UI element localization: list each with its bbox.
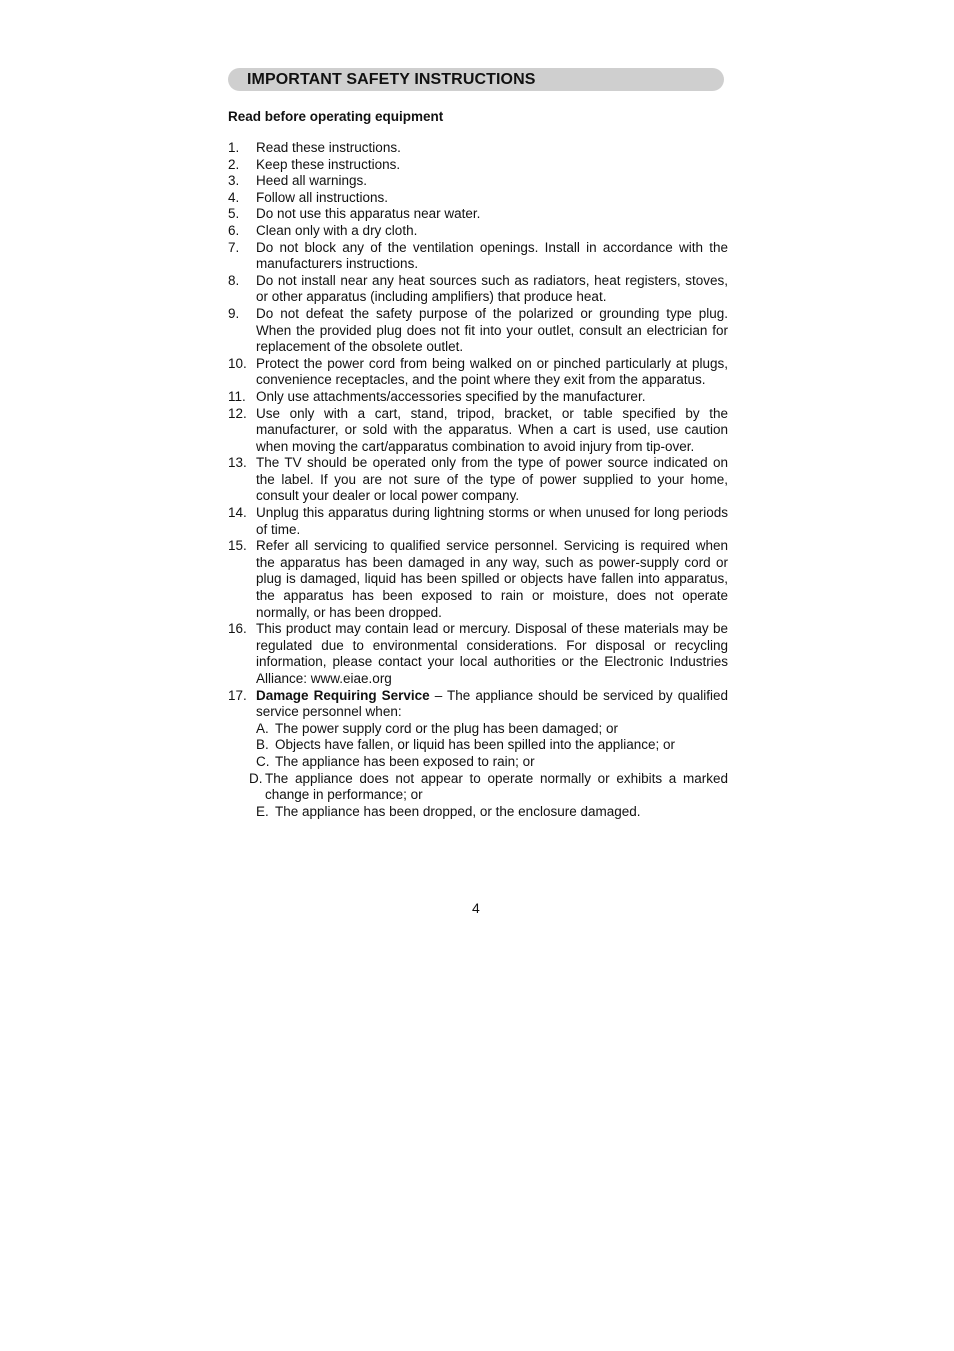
list-item [228, 223, 728, 240]
list-item [228, 157, 728, 174]
item-bold-heading: Damage Requiring Service [256, 687, 430, 703]
item-text: Do not defeat the safety purpose of the polarized or grounding type plug. When the provided plug does not fit into your outlet, consult an electrician for replacement of the obsolete outlet. [256, 305, 728, 355]
sub-item-letter: E. [256, 803, 269, 819]
item-text: Use only with a cart, stand, tripod, bracket, or table specified by the manufacturer, or sold with the apparatus. When a cart is used, use caution when moving the cart/apparatus combination to avoid injury from tip-over. [256, 405, 728, 454]
list-item [228, 206, 728, 223]
sub-item-letter: A. [256, 720, 269, 736]
list-item [228, 505, 728, 538]
item-number: 7. [228, 239, 240, 255]
item-text: Keep these instructions. [256, 156, 401, 172]
item-number: 12. [228, 405, 247, 421]
item-number: 14. [228, 505, 247, 521]
list-item [228, 173, 728, 190]
item-text: The TV should be operated only from the type of power source indicated on the label. If you are not sure of the type of power supplied to your home, consult your dealer or local power company. [256, 455, 728, 504]
item-text: Read these instructions. [256, 140, 401, 155]
item-number: 8. [228, 272, 240, 288]
sub-item-letter: D. [249, 770, 263, 786]
item-text [256, 688, 728, 721]
item-number: 5. [228, 206, 240, 222]
list-item [228, 306, 728, 356]
item-number: 16. [228, 621, 247, 637]
sub-item-text: The power supply cord or the plug has been damaged; or [275, 720, 618, 736]
item-number: 17. [228, 687, 247, 703]
item-text: Clean only with a dry cloth. [256, 222, 418, 238]
section-header-bar [228, 68, 724, 91]
item-number: 2. [228, 156, 240, 172]
section-title: IMPORTANT SAFETY INSTRUCTIONS [247, 71, 536, 88]
sub-list-item [228, 721, 728, 738]
sub-item-text: Objects have fallen, or liquid has been spilled into the appliance; or [275, 737, 676, 753]
item-number: 15. [228, 538, 247, 554]
item-text: Heed all warnings. [256, 173, 368, 189]
list-item [228, 538, 728, 621]
sub-item-letter: C. [256, 753, 270, 769]
page-number: 4 [472, 900, 480, 916]
item-number: 3. [228, 173, 240, 189]
item-number: 1. [228, 140, 240, 155]
list-item [228, 240, 728, 273]
item-number: 13. [228, 455, 247, 471]
list-item [228, 389, 728, 406]
list-item [228, 621, 728, 687]
item-number: 11. [228, 388, 246, 404]
sub-item-text: The appliance has been dropped, or the enclosure damaged. [275, 803, 641, 819]
sub-list-item [228, 804, 728, 821]
list-item [228, 406, 728, 456]
list-item [228, 688, 728, 721]
list-item [228, 273, 728, 306]
subtitle: Read before operating equipment [228, 109, 444, 124]
sub-item-text: The appliance does not appear to operate normally or exhibits a marked change in performance; or [265, 770, 728, 803]
item-text: Protect the power cord from being walked on or pinched particularly at plugs, convenience receptacles, and the point where they exit from the apparatus. [256, 355, 728, 388]
sub-list-item [228, 754, 728, 771]
sub-list-item [228, 771, 728, 804]
item-text: Do not install near any heat sources such as radiators, heat registers, stoves, or other apparatus (including amplifiers) that produce heat. [256, 272, 728, 305]
item-text: Do not block any of the ventilation openings. Install in accordance with the manufacturers instructions. [256, 239, 728, 272]
item-number: 4. [228, 189, 240, 205]
list-item [228, 455, 728, 505]
item-text: Unplug this apparatus during lightning storms or when unused for long periods of time. [256, 505, 728, 537]
list-item [228, 190, 728, 207]
item-text: This product may contain lead or mercury. Disposal of these materials may be regulated due to environmental considerations. For disposal or recycling information, please contact your local authorities or the Electronic Industries Alliance: www.eiae.org [256, 621, 728, 686]
sub-list-item [228, 737, 728, 754]
list-item [228, 356, 728, 389]
item-text-rest: – The appliance should be serviced by qualified service personnel when: [256, 687, 728, 720]
item-text: Do not use this apparatus near water. [256, 206, 481, 222]
sub-item-letter: B. [256, 737, 269, 753]
list-item [228, 140, 728, 157]
item-text: Only use attachments/accessories specified by the manufacturer. [256, 388, 646, 404]
item-number: 10. [228, 355, 247, 371]
instructions-list [228, 140, 728, 820]
sub-item-text: The appliance has been exposed to rain; or [275, 753, 535, 769]
item-text: Follow all instructions. [256, 189, 389, 205]
item-text: Refer all servicing to qualified service personnel. Servicing is required when the apparatus has been damaged in any way, such as power-supply cord or plug is damaged, liquid has been spilled or objects have fallen into apparatus, the apparatus has been exposed to rain or moisture, does not operate normally, or has been dropped. [256, 538, 728, 620]
item-number: 6. [228, 222, 240, 238]
item-number: 9. [228, 305, 240, 321]
